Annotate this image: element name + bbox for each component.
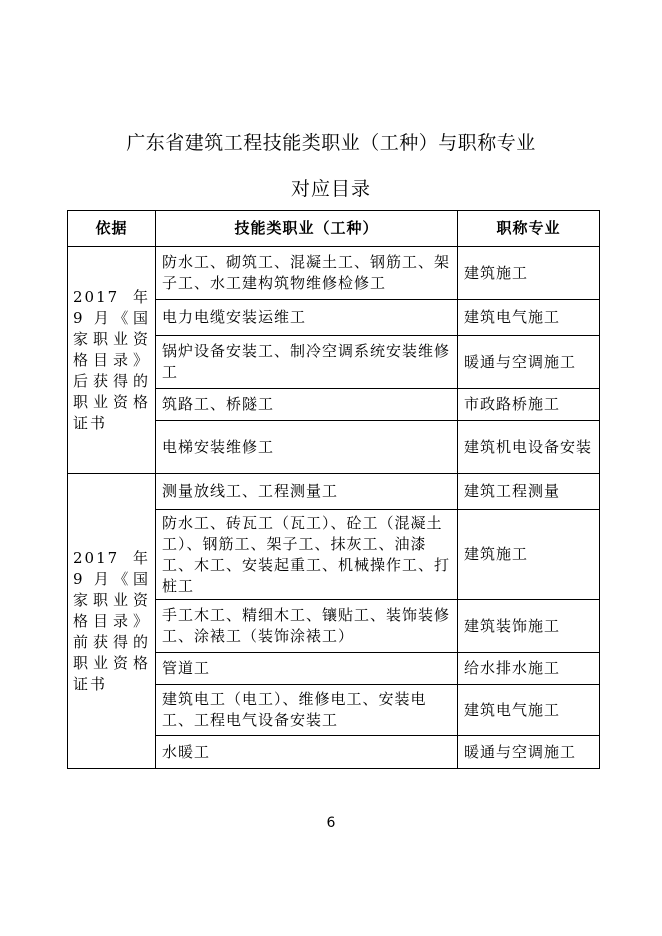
occupation-cell: 电梯安装维修工 <box>156 421 458 474</box>
occupation-cell: 管道工 <box>156 653 458 685</box>
header-title: 职称专业 <box>458 211 600 247</box>
occupation-cell: 筑路工、桥隧工 <box>156 389 458 421</box>
table-row <box>68 247 600 300</box>
table-header-row <box>68 211 600 247</box>
occupation-cell: 电力电缆安装运维工 <box>156 300 458 336</box>
title-cell: 建筑施工 <box>458 247 600 300</box>
basis-cell-before-2017: 2017 年 9 月《国家职业资格目录》前获得的职业资格证书 <box>68 474 156 769</box>
title-cell: 市政路桥施工 <box>458 389 600 421</box>
page-title: 广东省建筑工程技能类职业（工种）与职称专业 <box>126 132 536 154</box>
occupation-cell: 手工木工、精细木工、镶贴工、装饰装修工、涂裱工（装饰涂裱工） <box>156 600 458 653</box>
page-subtitle: 对应目录 <box>290 178 371 200</box>
title-cell: 给水排水施工 <box>458 653 600 685</box>
occupation-cell: 测量放线工、工程测量工 <box>156 474 458 510</box>
title-cell: 建筑工程测量 <box>458 474 600 510</box>
occupation-cell: 锅炉设备安装工、制冷空调系统安装维修工 <box>156 336 458 389</box>
title-cell: 建筑机电设备安装 <box>458 421 600 474</box>
title-cell: 建筑装饰施工 <box>458 600 600 653</box>
occupation-table <box>67 210 600 769</box>
header-occupation: 技能类职业（工种） <box>156 211 458 247</box>
occupation-cell: 防水工、砌筑工、混凝土工、钢筋工、架子工、水工建构筑物维修检修工 <box>156 247 458 300</box>
header-basis: 依据 <box>68 211 156 247</box>
title-cell: 建筑电气施工 <box>458 685 600 736</box>
title-cell: 建筑电气施工 <box>458 300 600 336</box>
occupation-cell: 防水工、砖瓦工（瓦工）、砼工（混凝土工）、钢筋工、架子工、抹灰工、油漆工、木工、安装起重工、机械操作工、打桩工 <box>156 510 458 600</box>
table-row <box>68 474 600 510</box>
title-cell: 暖通与空调施工 <box>458 736 600 769</box>
occupation-cell: 水暖工 <box>156 736 458 769</box>
page-number: 6 <box>326 815 336 831</box>
occupation-cell: 建筑电工（电工）、维修电工、安装电工、工程电气设备安装工 <box>156 685 458 736</box>
title-cell: 暖通与空调施工 <box>458 336 600 389</box>
basis-cell-after-2017: 2017 年 9 月《国家职业资格目录》后获得的职业资格证书 <box>68 247 156 474</box>
title-cell: 建筑施工 <box>458 510 600 600</box>
